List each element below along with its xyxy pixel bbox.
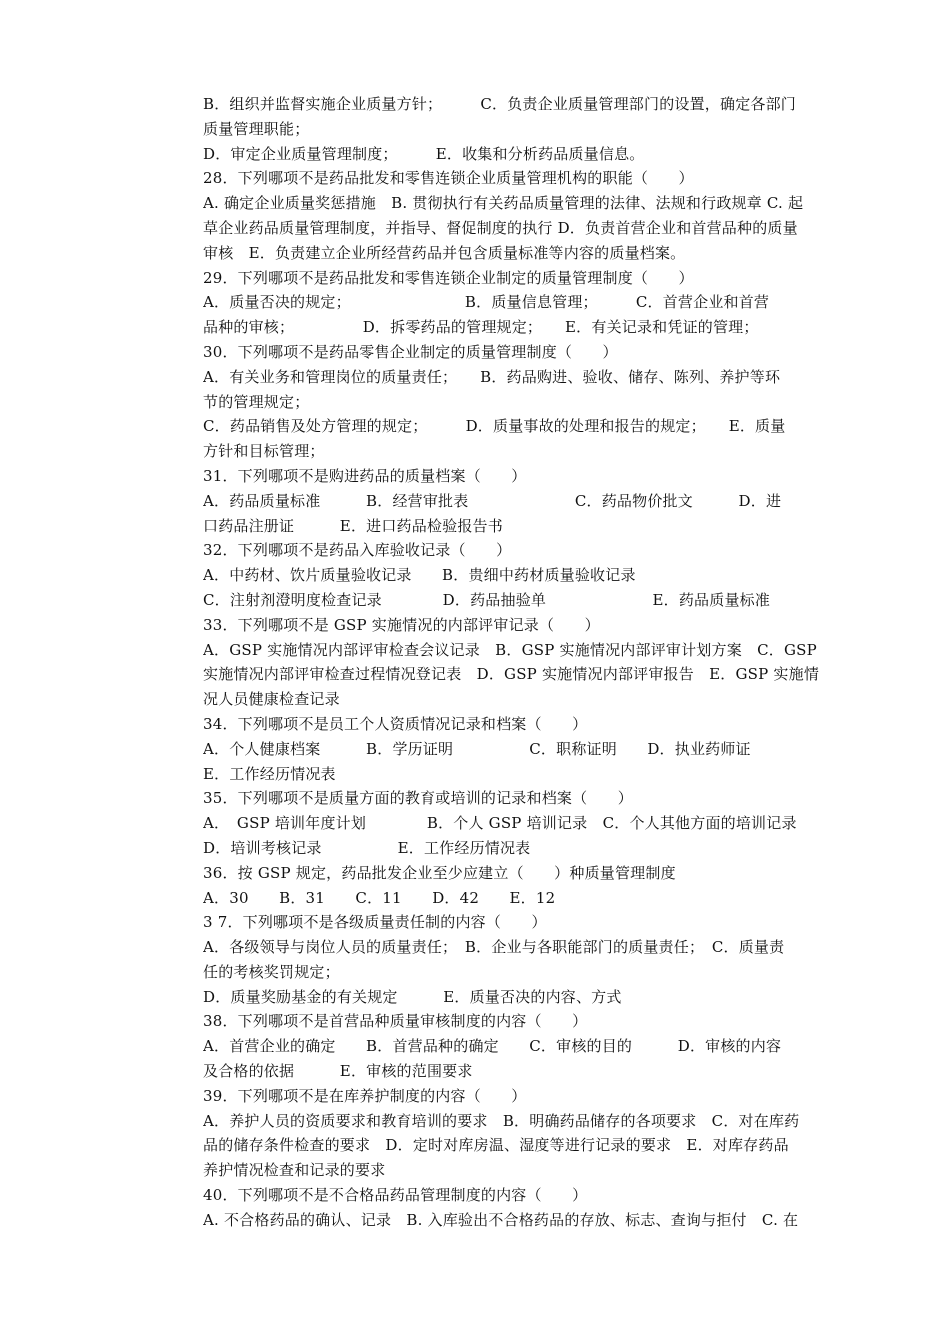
text-line: A．有关业务和管理岗位的质量责任； B．药品购进、验收、储存、陈列、养护等环	[203, 367, 781, 386]
text-line: A. 确定企业质量奖惩措施 B. 贯彻执行有关药品质量管理的法律、法规和行政规章 C. 起	[203, 194, 804, 213]
text-line: 节的管理规定；	[203, 392, 310, 411]
text-line: 况人员健康检查记录	[203, 690, 340, 709]
text-line: A．中药材、饮片质量验收记录 B．贵细中药材质量验收记录	[203, 566, 636, 585]
text-line: 39．下列哪项不是在库养护制度的内容（ ）	[203, 1086, 527, 1105]
text-line: A．30 B．31 C．11 D．42 E．12	[203, 888, 556, 907]
text-line: 任的考核奖罚规定；	[203, 962, 340, 981]
text-line: D．培训考核记录 E．工作经历情况表	[203, 838, 531, 857]
text-line: A． GSP 培训年度计划 B．个人 GSP 培训记录 C．个人其他方面的培训记录	[203, 814, 797, 833]
text-line: 及合格的依据 E．审核的范围要求	[203, 1062, 473, 1081]
text-line: A．个人健康档案 B．学历证明 C．职称证明 D．执业药师证	[203, 739, 751, 758]
text-line: 28．下列哪项不是药品批发和零售连锁企业质量管理机构的职能（ ）	[203, 169, 694, 188]
text-line: 32．下列哪项不是药品入库验收记录（ ）	[203, 541, 512, 560]
text-line: 质量管理职能；	[203, 119, 310, 138]
text-line: A. 不合格药品的确认、记录 B. 入库验出不合格药品的存放、标志、查询与拒付 C. 在	[203, 1210, 799, 1229]
text-line: 草企业药品质量管理制度，并指导、督促制度的执行 D．负责首营企业和首营品种的质量	[203, 218, 798, 237]
text-line: 30．下列哪项不是药品零售企业制定的质量管理制度（ ）	[203, 342, 618, 361]
text-line: 31．下列哪项不是购进药品的质量档案（ ）	[203, 466, 527, 485]
text-line: A．各级领导与岗位人员的质量责任； B．企业与各职能部门的质量责任； C．质量责	[203, 938, 785, 957]
text-line: 35．下列哪项不是质量方面的教育或培训的记录和档案（ ）	[203, 789, 633, 808]
text-line: D．质量奖励基金的有关规定 E．质量否决的内容、方式	[203, 987, 622, 1006]
text-line: A．质量否决的规定； B．质量信息管理； C．首营企业和首营	[203, 293, 770, 312]
text-line: 品种的审核； D．拆零药品的管理规定； E．有关记录和凭证的管理；	[203, 318, 759, 337]
text-line: 实施情况内部评审检查过程情况登记表 D．GSP 实施情况内部评审报告 E．GSP 实施情	[203, 665, 820, 684]
text-line: 36．按 GSP 规定，药品批发企业至少应建立（ ）种质量管理制度	[203, 863, 676, 882]
text-line: D．审定企业质量管理制度； E．收集和分析药品质量信息。	[203, 144, 645, 163]
text-line: 33．下列哪项不是 GSP 实施情况的内部评审记录（ ）	[203, 615, 600, 634]
text-line: A．首营企业的确定 B．首营品种的确定 C．审核的目的 D．审核的内容	[203, 1037, 782, 1056]
text-line: 审核 E．负责建立企业所经营药品并包含质量标准等内容的质量档案。	[203, 243, 686, 262]
text-line: 品的储存条件检查的要求 D．定时对库房温、湿度等进行记录的要求 E．对库存药品	[203, 1136, 789, 1155]
text-line: 方针和目标管理；	[203, 442, 325, 461]
text-line: 29．下列哪项不是药品批发和零售连锁企业制定的质量管理制度（ ）	[203, 268, 694, 287]
text-line: 38．下列哪项不是首营品种质量审核制度的内容（ ）	[203, 1012, 588, 1031]
document-page	[203, 92, 860, 1233]
text-line: 34．下列哪项不是员工个人资质情况记录和档案（ ）	[203, 714, 588, 733]
text-line: B．组织并监督实施企业质量方针； C．负责企业质量管理部门的设置，确定各部门	[203, 95, 797, 113]
text-line: C．注射剂澄明度检查记录 D．药品抽验单 E．药品质量标准	[203, 590, 771, 609]
text-line: 40．下列哪项不是不合格品药品管理制度的内容（ ）	[203, 1186, 588, 1205]
text-line: A．药品质量标准 B．经营审批表 C．药品物价批文 D．进	[203, 491, 782, 510]
text-line: 3 7．下列哪项不是各级质量责任制的内容（ ）	[203, 913, 547, 932]
text-line: 口药品注册证 E．进口药品检验报告书	[203, 516, 503, 535]
text-line: A．养护人员的资质要求和教育培训的要求 B．明确药品储存的各项要求 C．对在库药	[203, 1111, 800, 1130]
text-line: 养护情况检查和记录的要求	[203, 1161, 386, 1180]
text-line: A．GSP 实施情况内部评审检查会议记录 B．GSP 实施情况内部评审计划方案 C．GSP	[203, 640, 817, 659]
text-line: C．药品销售及处方管理的规定； D．质量事故的处理和报告的规定； E．质量	[203, 417, 786, 436]
text-line: E．工作经历情况表	[203, 764, 336, 783]
